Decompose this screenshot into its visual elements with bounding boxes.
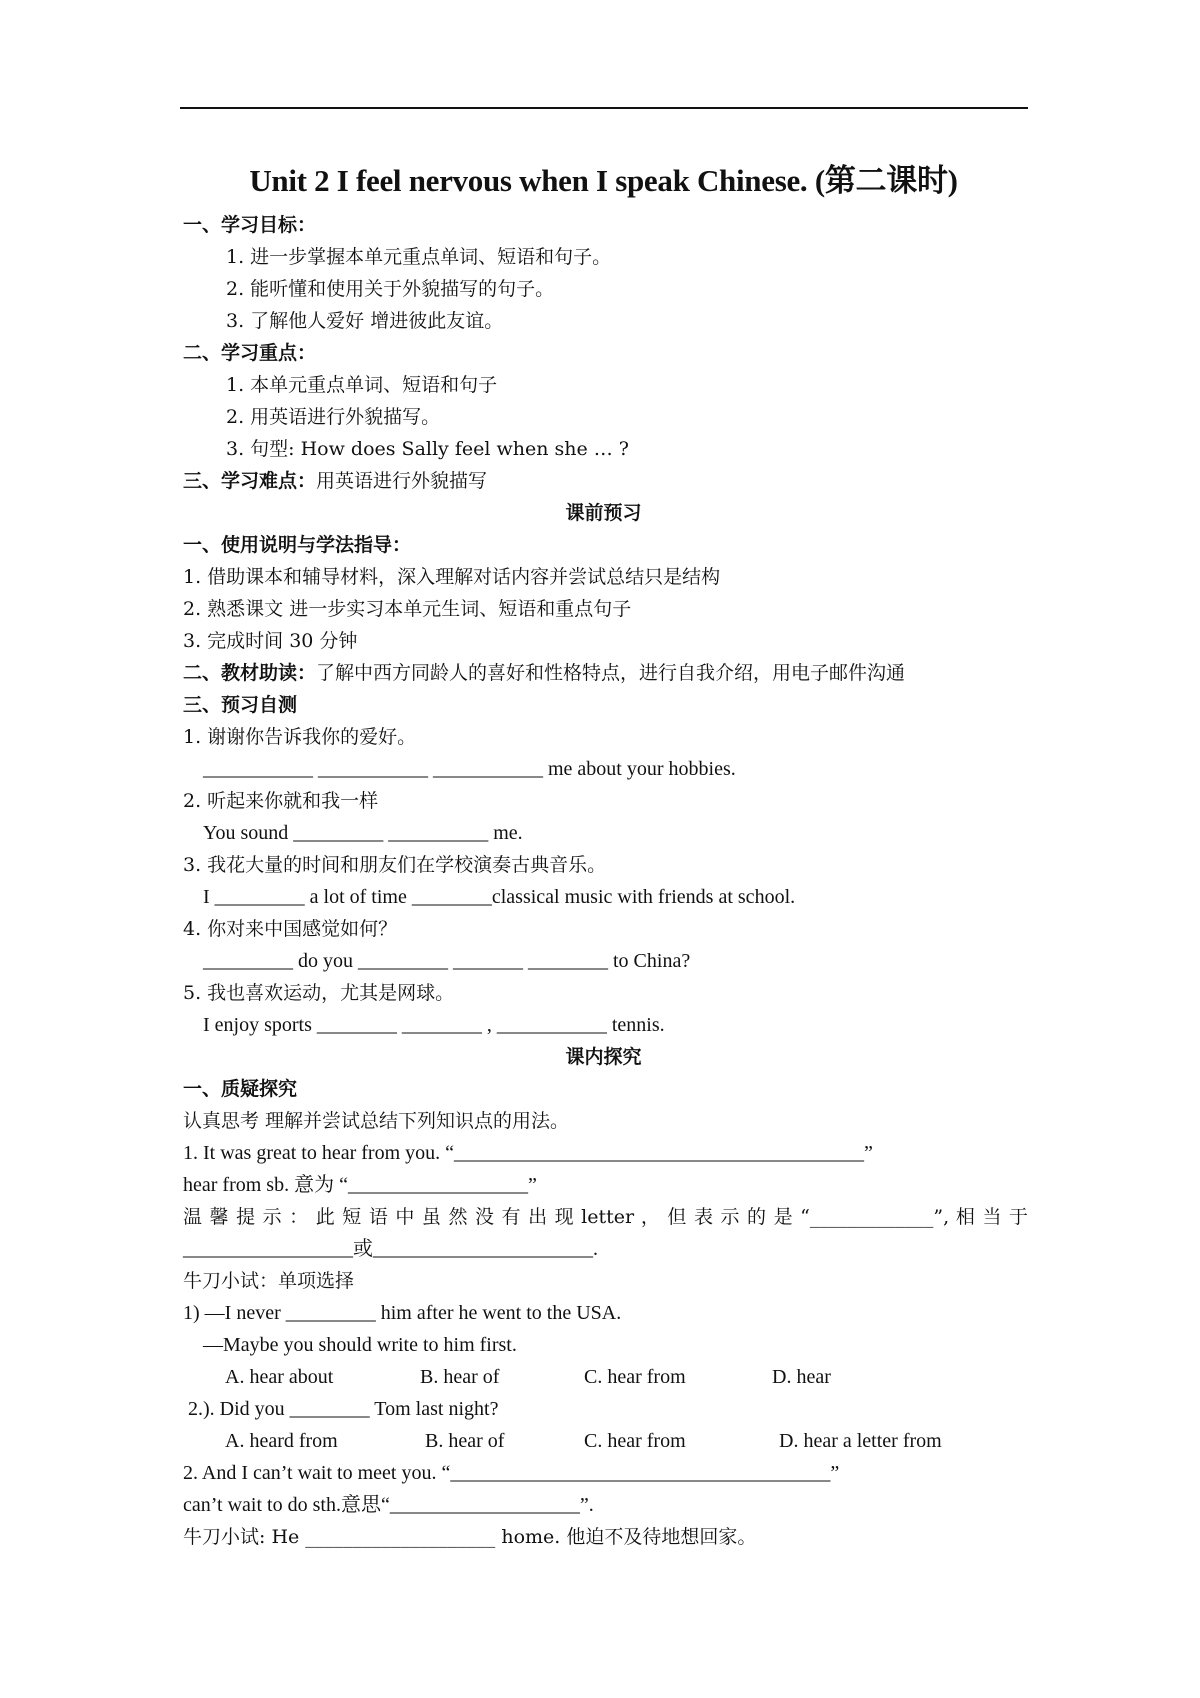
selftest-question-cn: 1. 谢谢你告诉我你的爱好。 bbox=[183, 726, 417, 748]
key-points-heading: 二、学习重点： bbox=[183, 342, 317, 364]
key-point-item: 2. 用英语进行外貌描写。 bbox=[226, 406, 441, 428]
preview-section-title: 课前预习 bbox=[565, 502, 642, 524]
usage-item: 3. 完成时间 30 分钟 bbox=[183, 630, 358, 652]
selftest-question-cn: 5. 我也喜欢运动，尤其是网球。 bbox=[183, 982, 455, 1004]
practice-heading: 牛刀小试：单项选择 bbox=[183, 1270, 355, 1292]
option-c: C. hear from bbox=[584, 1366, 686, 1388]
difficulty-text: 用英语进行外貌描写 bbox=[316, 470, 488, 492]
selftest-heading: 三、预习自测 bbox=[183, 694, 298, 716]
page-title: Unit 2 I feel nervous when I speak Chinese. (第二课时) bbox=[249, 163, 958, 198]
option-d: D. hear a letter from bbox=[779, 1430, 942, 1452]
usage-item: 2. 熟悉课文 进一步实习本单元生词、短语和重点句子 bbox=[183, 598, 632, 620]
selftest-question-cn: 4. 你对来中国感觉如何？ bbox=[183, 918, 398, 940]
inquiry-meaning: hear from sb. 意为 “__________________” bbox=[183, 1174, 537, 1196]
difficulty-heading: 三、学习难点： bbox=[183, 470, 317, 492]
selftest-question-en: You sound _________ __________ me. bbox=[203, 822, 523, 844]
key-point-item: 1. 本单元重点单词、短语和句子 bbox=[226, 374, 498, 396]
selftest-question-en: ___________ ___________ ___________ me about your hobbies. bbox=[203, 758, 736, 780]
textbook-line bbox=[183, 661, 905, 685]
selftest-question-en: I enjoy sports ________ ________ , ___________ tennis. bbox=[203, 1014, 665, 1036]
selftest-question-en: _________ do you _________ _______ ________ to China? bbox=[203, 950, 691, 972]
objectives-heading: 一、学习目标： bbox=[183, 214, 317, 236]
difficulty-line bbox=[183, 469, 487, 493]
inquiry-intro: 认真思考 理解并尝试总结下列知识点的用法。 bbox=[183, 1110, 570, 1132]
option-a: A. heard from bbox=[225, 1430, 338, 1452]
selftest-question-cn: 2. 听起来你就和我一样 bbox=[183, 790, 379, 812]
practice-question-1: 1) —I never _________ him after he went to the USA. bbox=[183, 1302, 622, 1324]
practice-question-2: 2.). Did you ________ Tom last night? bbox=[188, 1398, 499, 1420]
inquiry-meaning-2: can’t wait to do sth.意思“___________________”. bbox=[183, 1494, 594, 1516]
practice-question-1-reply: —Maybe you should write to him first. bbox=[203, 1334, 517, 1356]
option-d: D. hear bbox=[772, 1366, 831, 1388]
inquiry-tip: 温 馨 提 示 ： 此 短 语 中 虽 然 没 有 出 现 letter ， 但 表 示 的 是 “_____________”, 相 当 于 bbox=[183, 1206, 1028, 1228]
option-c: C. hear from bbox=[584, 1430, 686, 1452]
selftest-question-en: I _________ a lot of time ________classical music with friends at school. bbox=[203, 886, 796, 908]
selftest-question-cn: 3. 我花大量的时间和朋友们在学校演奏古典音乐。 bbox=[183, 854, 607, 876]
option-a: A. hear about bbox=[225, 1366, 334, 1388]
objective-item: 2. 能听懂和使用关于外貌描写的句子。 bbox=[226, 278, 555, 300]
inquiry-point-1: 1. It was great to hear from you. “_________________________________________” bbox=[183, 1142, 873, 1164]
option-b: B. hear of bbox=[420, 1366, 500, 1388]
inquiry-tip-cont: _________________或______________________. bbox=[183, 1238, 598, 1260]
objective-item: 3. 了解他人爱好 增进彼此友谊。 bbox=[226, 310, 504, 332]
practice-question-3: 牛刀小试: He ____________________ home. 他迫不及待地想回家。 bbox=[183, 1526, 757, 1548]
objective-item: 1. 进一步掌握本单元重点单词、短语和句子。 bbox=[226, 246, 612, 268]
inquiry-point-2: 2. And I can’t wait to meet you. “______________________________________” bbox=[183, 1462, 840, 1484]
option-b: B. hear of bbox=[425, 1430, 505, 1452]
usage-heading: 一、使用说明与学法指导： bbox=[183, 534, 412, 556]
textbook-text: 了解中西方同龄人的喜好和性格特点，进行自我介绍，用电子邮件沟通 bbox=[316, 662, 906, 684]
inclass-section-title: 课内探究 bbox=[565, 1046, 642, 1068]
inquiry-heading: 一、质疑探究 bbox=[183, 1078, 298, 1100]
header-rule bbox=[180, 107, 1028, 109]
key-point-item: 3. 句型: How does Sally feel when she … ? bbox=[226, 438, 629, 460]
usage-item: 1. 借助课本和辅导材料，深入理解对话内容并尝试总结只是结构 bbox=[183, 566, 721, 588]
textbook-heading: 二、教材助读： bbox=[183, 662, 317, 684]
